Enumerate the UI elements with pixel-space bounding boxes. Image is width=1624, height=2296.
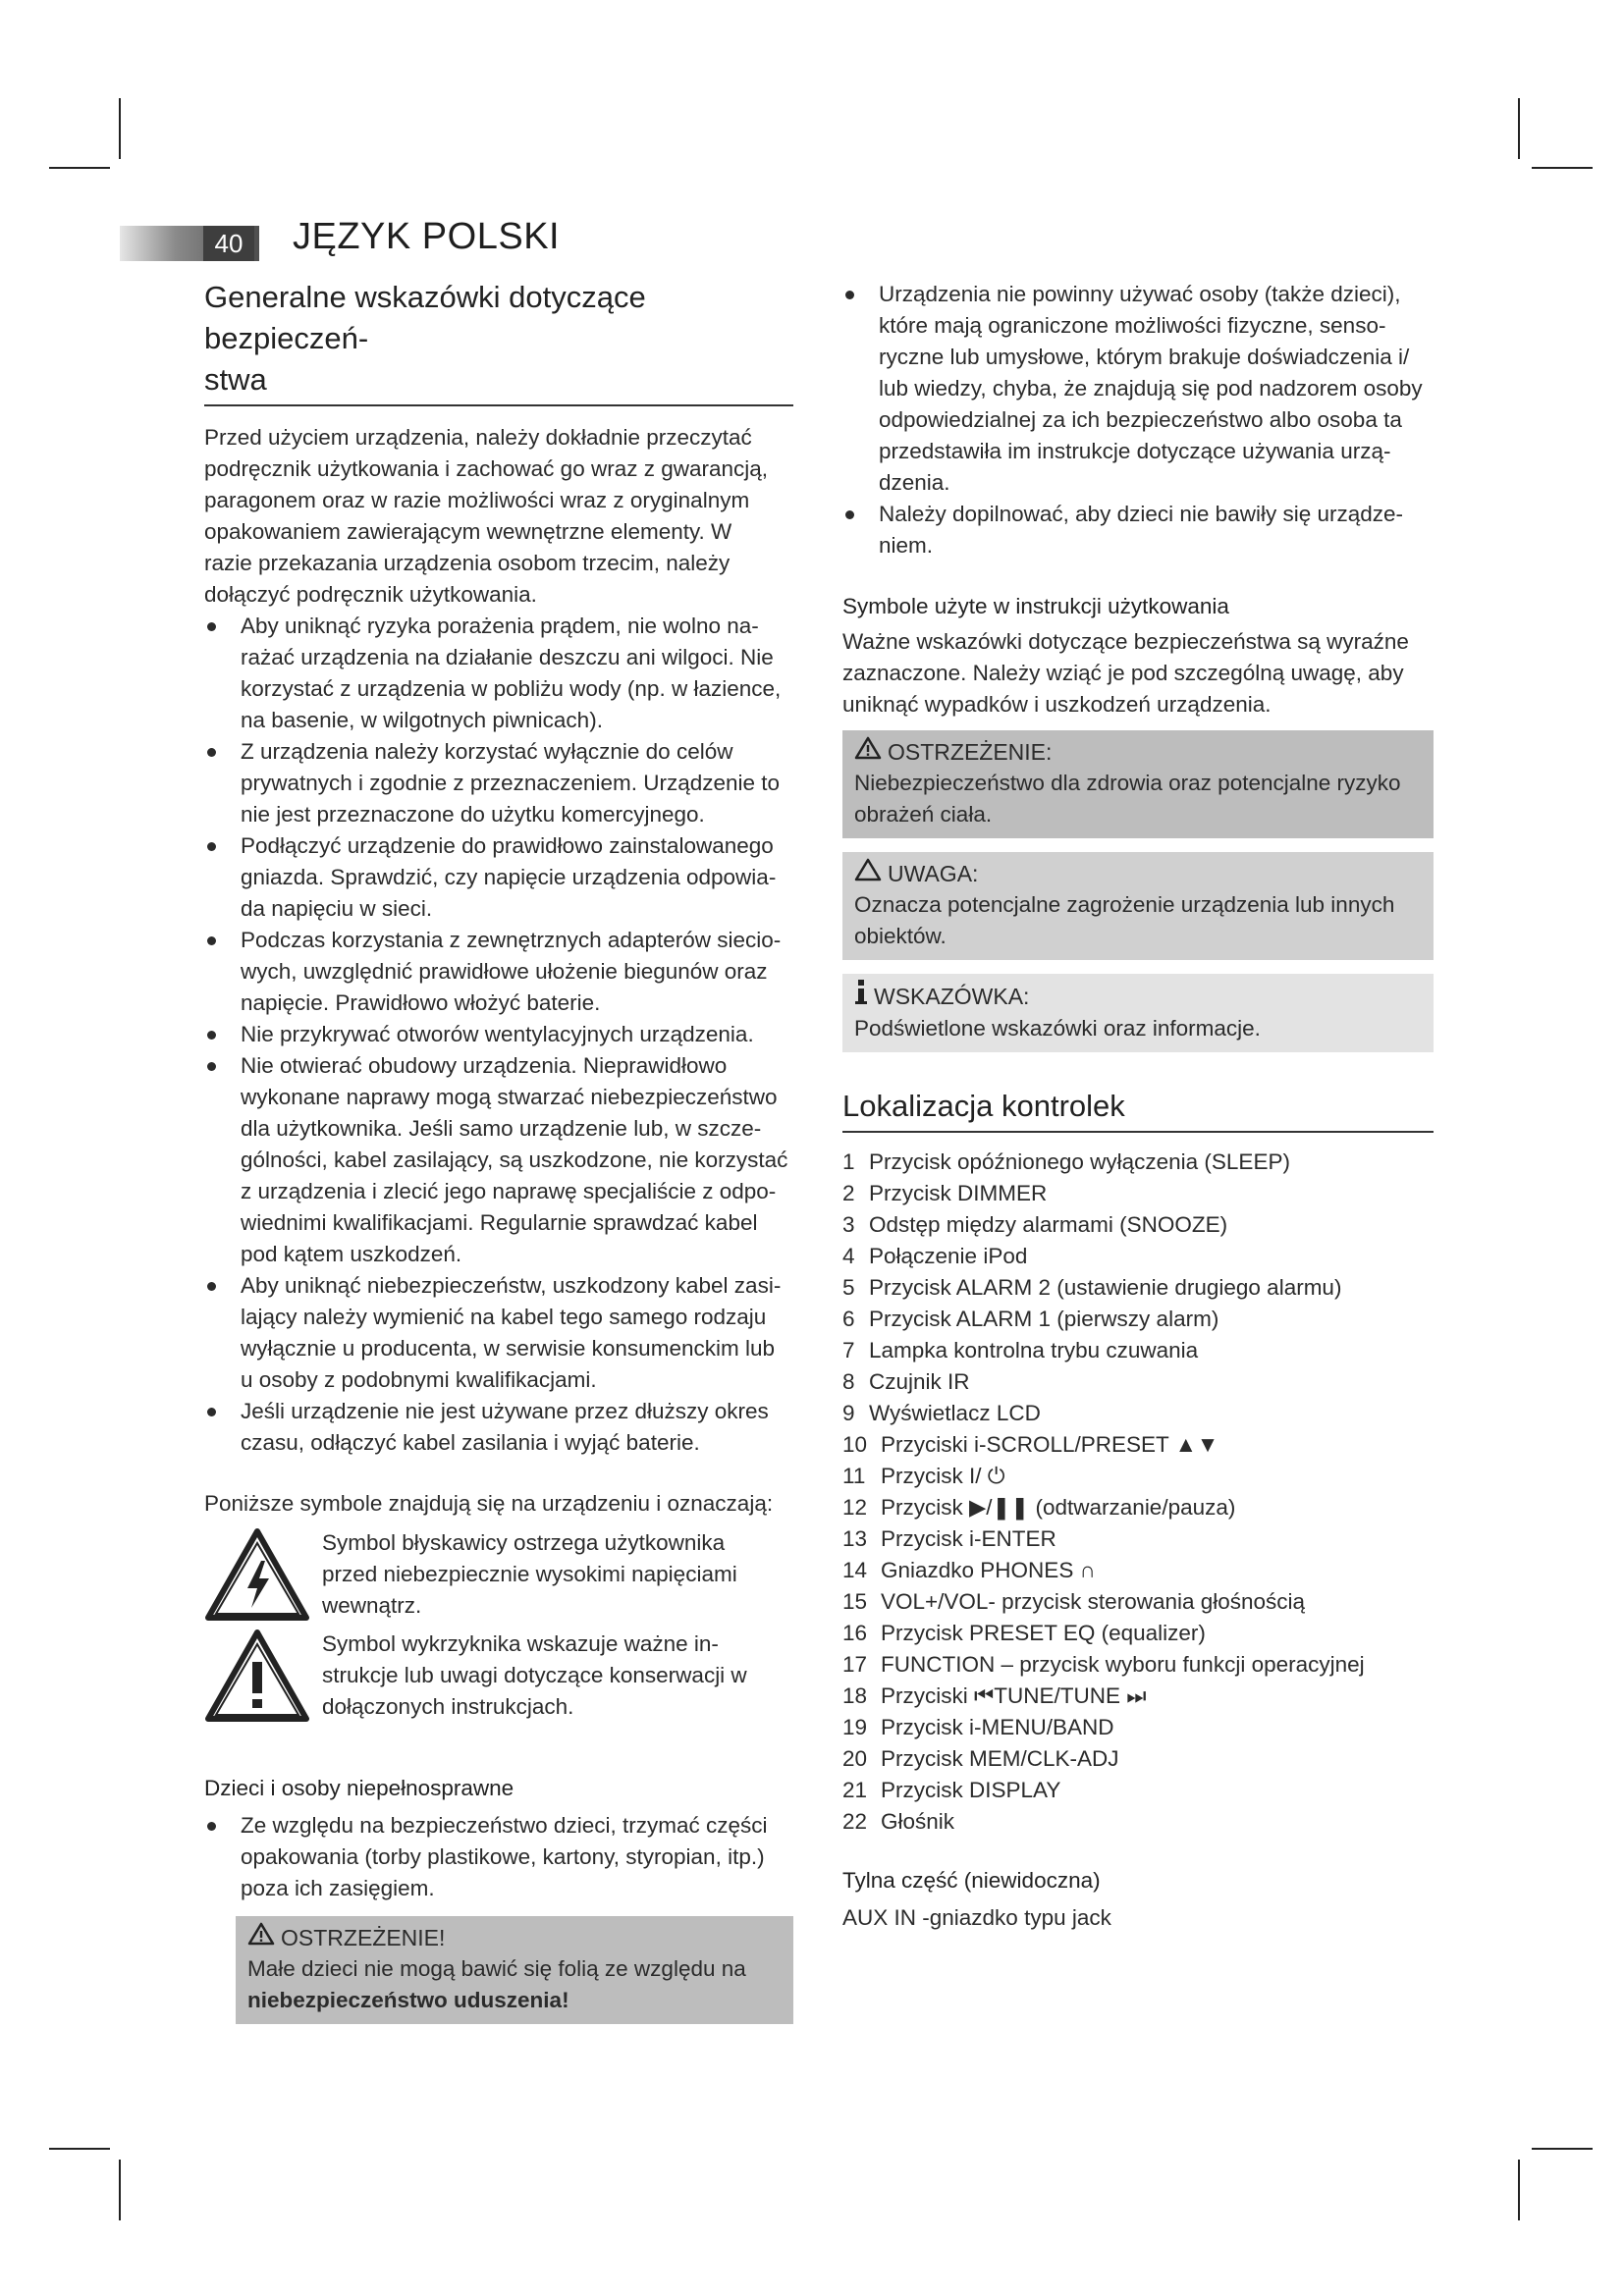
rear-heading: Tylna część (niewidoczna): [842, 1868, 1101, 1893]
list-item: [204, 1019, 793, 1050]
list-item: [842, 1586, 1434, 1618]
text-line: obrażeń ciała.: [854, 802, 993, 827]
text-line: lający należy wymienić na kabel tego samego rodzaju: [241, 1305, 767, 1329]
list-item: [204, 925, 793, 1019]
list-item: [842, 1492, 1434, 1523]
crop-mark: [1532, 2148, 1593, 2150]
item-number: 20: [842, 1746, 868, 1771]
text-line: da napięciu w sieci.: [241, 896, 433, 921]
item-number: 9: [842, 1401, 855, 1425]
item-text: Lampka kontrolna trybu czuwania: [869, 1338, 1199, 1362]
list-item: [842, 1555, 1434, 1586]
text-line: które mają ograniczone możliwości fizyczne, senso-: [879, 313, 1386, 338]
notice-body: [854, 1013, 1422, 1044]
symbol-lightning-text: [322, 1527, 793, 1622]
warning-triangle-icon: [247, 1922, 275, 1953]
text-line: na basenie, w wilgotnych piwnicach).: [241, 708, 603, 732]
list-item: [204, 736, 793, 830]
crop-mark: [49, 2148, 110, 2150]
text-line: dzenia.: [879, 470, 950, 495]
item-number: 13: [842, 1526, 868, 1551]
item-number: 3: [842, 1212, 855, 1237]
text-line: Urządzenia nie powinny używać osoby (także dzieci),: [879, 282, 1401, 306]
text-line: zaznaczone. Należy wziąć je pod szczególną uwagę, aby: [842, 661, 1404, 685]
text-line: podręcznik użytkowania i zachować go wraz z gwarancją,: [204, 456, 769, 481]
item-text: Odstęp między alarmami (SNOOZE): [869, 1212, 1228, 1237]
bullet-icon: [207, 748, 216, 757]
item-text: Przycisk MEM/CLK-ADJ: [881, 1746, 1119, 1771]
text-line: opakowania (torby plastikowe, kartony, styropian, itp.): [241, 1844, 765, 1869]
warning-box-children: [236, 1916, 793, 2024]
text-line: u osoby z podobnymi kwalifikacjami.: [241, 1367, 597, 1392]
list-item: [842, 1272, 1434, 1304]
item-text: Przycisk ALARM 1 (pierwszy alarm): [869, 1307, 1219, 1331]
controls-list: [842, 1147, 1434, 1838]
rear-text: AUX IN -gniazdko typu jack: [842, 1905, 1111, 1930]
text-line: korzystać z urządzenia w pobliżu wody (np. w łazience,: [241, 676, 782, 701]
symbol-exclaim-row: [204, 1629, 793, 1728]
notice-body: [854, 889, 1422, 952]
item-number: 15: [842, 1589, 868, 1614]
item-text: Wyświetlacz LCD: [869, 1401, 1041, 1425]
symbols-intro: Poniższe symbole znajdują się na urządzeniu i oznaczają:: [204, 1491, 774, 1516]
list-item: [204, 1396, 793, 1459]
bullet-icon: [207, 1408, 216, 1416]
item-number: 1: [842, 1149, 855, 1174]
warning-body: [247, 1953, 782, 2016]
list-item: [842, 1743, 1434, 1775]
text-line: ryczne lub umysłowe, którym brakuje doświadczenia i/: [879, 345, 1410, 369]
item-text: Przyciski i-SCROLL/PRESET ▲▼: [881, 1432, 1219, 1457]
item-number: 2: [842, 1181, 855, 1205]
warning-title: OSTRZEŻENIE!: [281, 1925, 446, 1950]
text-line: rażać urządzenia na działanie deszczu ani wilgoci. Nie: [241, 645, 774, 669]
text-line: Podświetlone wskazówki oraz informacje.: [854, 1016, 1261, 1041]
text-line: obiektów.: [854, 924, 947, 948]
section-heading-safety: [204, 277, 793, 400]
item-number: 5: [842, 1275, 855, 1300]
crop-mark: [49, 167, 110, 169]
list-item: [204, 830, 793, 925]
text-line: Nie przykrywać otworów wentylacyjnych urządzenia.: [241, 1022, 754, 1046]
bullet-icon: [207, 1062, 216, 1071]
item-text: Przycisk ALARM 2 (ustawienie drugiego alarmu): [869, 1275, 1342, 1300]
text-line: Przed użyciem urządzenia, należy dokładnie przeczytać: [204, 425, 752, 450]
symbol-lightning-row: [204, 1527, 793, 1627]
list-item: [842, 1335, 1434, 1366]
item-text: Gniazdko PHONES ∩: [881, 1558, 1096, 1582]
notice-title-row: [854, 980, 1422, 1013]
warning-triangle-icon: [854, 736, 882, 768]
list-item: [842, 1241, 1434, 1272]
text-line: Podłączyć urządzenie do prawidłowo zainstalowanego: [241, 833, 774, 858]
bullet-icon: [207, 842, 216, 851]
item-text: Przycisk i-MENU/BAND: [881, 1715, 1114, 1739]
text-line: Nie otwierać obudowy urządzenia. Nieprawidłowo: [241, 1053, 728, 1078]
list-item: [842, 1429, 1434, 1461]
list-item: [842, 1178, 1434, 1209]
item-number: 10: [842, 1432, 868, 1457]
item-text: Przycisk DISPLAY: [881, 1778, 1061, 1802]
intro-paragraph: [204, 422, 793, 611]
notice-body: [854, 768, 1422, 830]
list-item: [204, 611, 793, 736]
text-line: Niebezpieczeństwo dla zdrowia oraz potencjalne ryzyko: [854, 771, 1401, 795]
text-line: Aby uniknąć niebezpieczeństw, uszkodzony kabel zasi-: [241, 1273, 782, 1298]
item-text: FUNCTION – przycisk wyboru funkcji operacyjnej: [881, 1652, 1365, 1677]
bullet-icon: [207, 936, 216, 945]
item-number: 12: [842, 1495, 868, 1520]
item-number: 21: [842, 1778, 868, 1802]
crop-mark: [1532, 167, 1593, 169]
list-item: [842, 1681, 1434, 1712]
text-line: czasu, odłączyć kabel zasilania i wyjąć baterie.: [241, 1430, 700, 1455]
item-text: Połączenie iPod: [869, 1244, 1028, 1268]
text-line: wych, uwzględnić prawidłowe ułożenie biegunów oraz: [241, 959, 768, 984]
list-item: [842, 1366, 1434, 1398]
list-item: [842, 1304, 1434, 1335]
item-text: Czujnik IR: [869, 1369, 970, 1394]
crop-mark: [1518, 2160, 1520, 2220]
bullet-icon: [845, 291, 854, 299]
text-line: Aby uniknąć ryzyka porażenia prądem, nie wolno na-: [241, 614, 759, 638]
crop-mark: [119, 98, 121, 159]
text-line: lub wiedzy, chyba, że znajdują się pod nadzorem osoby: [879, 376, 1423, 400]
list-item: [842, 279, 1434, 499]
text-line: niebezpieczeństwo uduszenia!: [247, 1988, 569, 2012]
notice-title-row: [854, 736, 1422, 768]
item-text: Przyciski ⏮TUNE/TUNE ⏭: [881, 1683, 1147, 1708]
list-item: [842, 1775, 1434, 1806]
text-line: poza ich zasięgiem.: [241, 1876, 435, 1900]
page-number: 40: [203, 226, 254, 261]
text-line: Ze względu na bezpieczeństwo dzieci, trzymać części: [241, 1813, 768, 1838]
text-line: wewnątrz.: [322, 1593, 422, 1618]
item-text: Przycisk DIMMER: [869, 1181, 1048, 1205]
text-line: niem.: [879, 533, 934, 558]
left-column: [204, 277, 793, 2024]
list-item: [842, 1649, 1434, 1681]
children-heading: Dzieci i osoby niepełnosprawne: [204, 1776, 514, 1800]
children-bullet-list: [204, 1810, 793, 1904]
text-line: Małe dzieci nie mogą bawić się folią ze względu na: [247, 1956, 746, 1981]
item-number: 18: [842, 1683, 868, 1708]
item-number: 6: [842, 1307, 855, 1331]
text-line: prywatnych i zgodnie z przeznaczeniem. Urządzenie to: [241, 771, 781, 795]
list-item: [842, 1712, 1434, 1743]
text-line: dołączonych instrukcjach.: [322, 1694, 574, 1719]
text-line: uniknąć wypadków i uszkodzeń urządzenia.: [842, 692, 1272, 717]
text-line: Należy dopilnować, aby dzieci nie bawiły się urządze-: [879, 502, 1404, 526]
list-item: [204, 1270, 793, 1396]
notice-title-row: [854, 858, 1422, 889]
item-text: Przycisk I/ ⏻: [881, 1464, 1005, 1488]
bullet-icon: [207, 1031, 216, 1040]
item-number: 8: [842, 1369, 855, 1394]
text-line: z urządzenia i zlecić jego naprawę specjaliście z odpo-: [241, 1179, 777, 1203]
list-item: [842, 1618, 1434, 1649]
item-number: 14: [842, 1558, 868, 1582]
text-line: Jeśli urządzenie nie jest używane przez dłuższy okres: [241, 1399, 769, 1423]
text-line: dołączyć podręcznik użytkowania.: [204, 582, 537, 607]
list-item: [842, 1147, 1434, 1178]
item-number: 7: [842, 1338, 855, 1362]
text-line: wyłącznie u producenta, w serwisie konsumenckim lub: [241, 1336, 775, 1361]
item-number: 22: [842, 1809, 868, 1834]
text-line: Podczas korzystania z zewnętrznych adapterów siecio-: [241, 928, 782, 952]
list-item: [842, 1806, 1434, 1838]
item-number: 4: [842, 1244, 855, 1268]
text-line: wiednimi kwalifikacjami. Regularnie sprawdzać kabel: [241, 1210, 758, 1235]
item-number: 19: [842, 1715, 868, 1739]
item-text: Głośnik: [881, 1809, 955, 1834]
exclamation-warning-icon: [204, 1629, 312, 1728]
text-line: napięcie. Prawidłowo włożyć baterie.: [241, 990, 601, 1015]
item-number: 16: [842, 1621, 868, 1645]
list-item: [842, 1523, 1434, 1555]
text-line: odpowiedzialnej za ich bezpieczeństwo albo osoba ta: [879, 407, 1402, 432]
notice-title: UWAGA:: [888, 861, 979, 886]
notice-warning: [842, 730, 1434, 838]
info-icon: [854, 980, 868, 1013]
list-item: [842, 499, 1434, 561]
text-line: przed niebezpiecznie wysokimi napięciami: [322, 1562, 737, 1586]
text-line: opakowaniem zawierającym wewnętrzne elementy. W: [204, 519, 732, 544]
divider: [204, 404, 793, 406]
text-line: Z urządzenia należy korzystać wyłącznie do celów: [241, 739, 733, 764]
text-line: przedstawiła im instrukcje dotyczące używania urzą-: [879, 439, 1391, 463]
notice-hint: [842, 974, 1434, 1052]
text-line: dla użytkownika. Jeśli samo urządzenie lub, w szcze-: [241, 1116, 762, 1141]
safety-bullet-list: [204, 611, 793, 1459]
right-column: [842, 279, 1434, 1934]
bullet-icon: [845, 510, 854, 519]
text-line: paragonem oraz w razie możliwości wraz z oryginalnym: [204, 488, 750, 512]
heading-line: Generalne wskazówki dotyczące bezpieczeń-: [204, 280, 646, 355]
item-text: Przycisk opóźnionego wyłączenia (SLEEP): [869, 1149, 1290, 1174]
text-line: strukcje lub uwagi dotyczące konserwacji w: [322, 1663, 747, 1687]
list-item: [204, 1050, 793, 1270]
item-number: 17: [842, 1652, 868, 1677]
symbol-exclaim-text: [322, 1629, 793, 1723]
list-item: [842, 1461, 1434, 1492]
bullet-icon: [207, 1282, 216, 1291]
page-header: [120, 216, 807, 263]
notice-title: WSKAZÓWKA:: [874, 984, 1030, 1009]
lightning-warning-icon: [204, 1527, 312, 1627]
controls-heading: Lokalizacja kontrolek: [842, 1089, 1125, 1123]
text-line: gniazda. Sprawdzić, czy napięcie urządzenia odpowia-: [241, 865, 777, 889]
bullet-icon: [207, 622, 216, 631]
list-item: [842, 1209, 1434, 1241]
symbols-paragraph: [842, 626, 1434, 721]
item-text: Przycisk i-ENTER: [881, 1526, 1056, 1551]
text-line: nie jest przeznaczone do użytku komercyjnego.: [241, 802, 705, 827]
text-line: razie przekazania urządzenia osobom trzecim, należy: [204, 551, 731, 575]
divider: [842, 1131, 1434, 1133]
warning-title-row: [247, 1922, 782, 1953]
text-line: Symbol wykrzyknika wskazuje ważne in-: [322, 1631, 719, 1656]
text-line: Ważne wskazówki dotyczące bezpieczeństwa są wyraźne: [842, 629, 1409, 654]
list-item: [204, 1810, 793, 1904]
item-text: Przycisk PRESET EQ (equalizer): [881, 1621, 1206, 1645]
disability-bullet-list: [842, 279, 1434, 561]
crop-mark: [119, 2160, 121, 2220]
list-item: [842, 1398, 1434, 1429]
symbols-heading: Symbole użyte w instrukcji użytkowania: [842, 594, 1229, 618]
caution-triangle-icon: [854, 858, 882, 889]
item-number: 11: [842, 1464, 866, 1488]
text-line: gólności, kabel zasilający, są uszkodzone, nie korzystać: [241, 1148, 788, 1172]
text-line: Oznacza potencjalne zagrożenie urządzenia lub innych: [854, 892, 1395, 917]
item-text: Przycisk ▶/❚❚ (odtwarzanie/pauza): [881, 1495, 1236, 1520]
bullet-icon: [207, 1822, 216, 1831]
crop-mark: [1518, 98, 1520, 159]
notice-title: OSTRZEŻENIE:: [888, 739, 1053, 765]
notice-caution: [842, 852, 1434, 960]
text-line: wykonane naprawy mogą stwarzać niebezpieczeństwo: [241, 1085, 778, 1109]
text-line: Symbol błyskawicy ostrzega użytkownika: [322, 1530, 726, 1555]
text-line: pod kątem uszkodzeń.: [241, 1242, 462, 1266]
page-title: JĘZYK POLSKI: [293, 216, 561, 257]
item-text: VOL+/VOL- przycisk sterowania głośnością: [881, 1589, 1306, 1614]
heading-line: stwa: [204, 362, 267, 397]
